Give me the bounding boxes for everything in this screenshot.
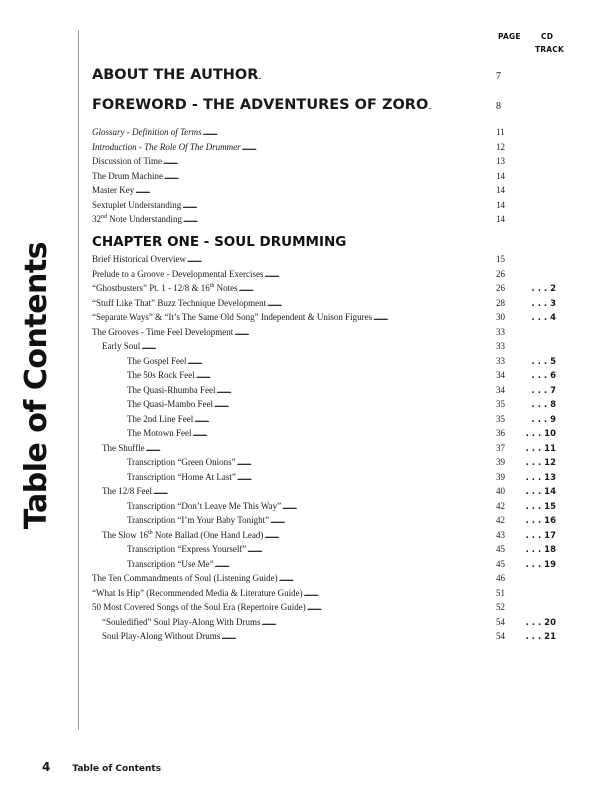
entry-cd-track: . . . 20 <box>525 617 556 628</box>
entry-page: 12 <box>496 141 505 152</box>
entry-title-text: The Quasi-Rhumba Feel <box>127 384 216 395</box>
dot-leader <box>221 630 495 642</box>
entry-page: 54 <box>496 631 505 641</box>
entry-title-superscript: th <box>209 283 215 289</box>
entry-title <box>92 558 214 570</box>
entry-title-text: Transcription “Express Yourself” <box>127 544 247 554</box>
entry-page: 14 <box>496 185 505 195</box>
side-title <box>7 241 67 529</box>
dot-leader <box>237 471 495 483</box>
entry-title-text: Transcription “I’m Your Baby Tonight” <box>127 515 270 525</box>
entry-title-text: Master Key <box>92 185 135 195</box>
entry-title <box>92 326 233 338</box>
toc-entry[interactable] <box>92 199 556 211</box>
entry-title-text: Transcription “Use Me” <box>127 558 214 569</box>
entry-page: 28 <box>496 297 505 308</box>
entry-page: 45 <box>496 544 505 554</box>
entry-title-text: “What Is Hip” (Recommended Media & Literature Guide) <box>92 587 303 598</box>
dot-leader <box>237 456 495 468</box>
entry-title-text: The 50s Rock Feel <box>127 370 195 380</box>
footer-label: Table of Contents <box>72 764 162 774</box>
toc-entry-about-author[interactable] <box>92 66 556 86</box>
entry-title-text: The Motown Feel <box>127 428 192 438</box>
toc-entry[interactable] <box>92 543 556 556</box>
entry-page: 8 <box>496 101 501 112</box>
dot-leader <box>304 587 495 599</box>
entry-page: 15 <box>496 254 505 264</box>
dot-leader <box>153 485 495 497</box>
entry-title <box>92 500 281 512</box>
toc-entry[interactable] <box>92 355 556 368</box>
entry-title-text: The Quasi-Mambo Feel <box>127 399 213 409</box>
dot-leader <box>307 601 495 613</box>
entry-title <box>92 529 263 541</box>
entry-title-text: The Ten Commandments of Soul (Listening Guide) <box>92 573 278 583</box>
entry-cd-track: . . . 3 <box>531 298 556 309</box>
dot-leader <box>259 66 495 86</box>
track-column-header: TRACK <box>535 45 565 54</box>
entry-cd-track: . . . 19 <box>525 559 556 570</box>
entry-page: 36 <box>496 428 505 438</box>
entry-cd-track: . . . 5 <box>531 356 556 367</box>
entry-title <box>92 514 269 526</box>
entry-page: 40 <box>496 486 505 496</box>
entry-page: 35 <box>496 399 505 409</box>
entry-title-text: 32 <box>92 214 101 224</box>
dot-leader <box>429 96 495 116</box>
entry-title <box>92 155 162 167</box>
entry-title-rest: Notes <box>214 283 238 293</box>
toc-entry[interactable] <box>92 170 556 182</box>
entry-cd-track: . . . 14 <box>525 487 556 497</box>
entry-title <box>92 282 238 294</box>
dot-leader <box>141 340 495 352</box>
entry-page: 42 <box>496 515 505 525</box>
entry-title-text: “Souledified” Soul Play-Along With Drums <box>102 616 261 627</box>
entry-title <box>92 572 278 584</box>
dot-leader <box>194 413 495 425</box>
dot-leader <box>264 268 495 280</box>
entry-title <box>92 199 181 211</box>
entry-page: 52 <box>496 602 505 612</box>
entry-title-text: Transcription “Home At Last” <box>127 471 236 482</box>
toc-entry[interactable] <box>92 340 556 352</box>
dot-leader <box>146 442 495 454</box>
entry-page: 26 <box>496 283 505 293</box>
toc-entry-foreword[interactable] <box>92 96 556 116</box>
dot-leader <box>261 616 495 628</box>
entry-page: 39 <box>496 457 505 467</box>
entry-title-text: “Ghostbusters” Pt. 1 - 12/8 & 16 <box>92 283 210 293</box>
dot-leader <box>187 253 495 265</box>
entry-page: 45 <box>496 558 505 569</box>
entry-page: 54 <box>496 616 505 627</box>
entry-page: 51 <box>496 587 505 598</box>
toc-entry[interactable] <box>92 601 556 613</box>
entry-title <box>92 442 145 454</box>
entry-page: 30 <box>496 312 505 322</box>
entry-title <box>92 126 202 138</box>
entry-page: 13 <box>496 156 505 166</box>
entry-title-text: The Grooves - Time Feel Development <box>92 326 234 337</box>
toc-entry[interactable] <box>92 155 556 167</box>
dot-leader <box>183 213 495 225</box>
dot-leader <box>135 184 495 196</box>
entry-cd-track: . . . 2 <box>531 284 556 294</box>
entry-title <box>92 384 215 396</box>
toc-entry[interactable] <box>92 184 556 196</box>
toc-entry[interactable] <box>92 616 556 629</box>
toc-entry[interactable] <box>92 253 556 265</box>
entry-cd-track: . . . 17 <box>525 530 556 541</box>
entry-title-text: The Slow 16 <box>102 529 148 540</box>
entry-title <box>92 471 236 483</box>
entry-page: 33 <box>496 341 505 351</box>
dot-leader <box>247 543 495 555</box>
toc-entry[interactable] <box>92 369 556 382</box>
entry-title-text: “Separate Ways” & “It’s The Same Old Song” Independent & Unison Figures <box>92 312 373 322</box>
dot-leader <box>182 199 495 211</box>
entry-cd-track: . . . 10 <box>525 429 556 439</box>
toc-entry[interactable] <box>92 268 556 280</box>
entry-title-text: Brief Historical Overview <box>92 254 186 264</box>
entry-title <box>92 268 263 280</box>
entry-page: 35 <box>496 413 505 424</box>
toc-entry[interactable] <box>92 427 556 440</box>
dot-leader <box>264 529 495 541</box>
dot-leader <box>234 326 495 338</box>
page-footer <box>42 760 161 774</box>
entry-cd-track: . . . 12 <box>525 458 556 468</box>
dot-leader <box>214 398 495 410</box>
vertical-rule <box>78 30 79 730</box>
entry-title-text: Sextuplet Understanding <box>92 199 182 210</box>
entry-title <box>92 398 213 410</box>
toc-entry[interactable] <box>92 413 556 426</box>
dot-leader <box>282 500 495 512</box>
entry-cd-track: . . . 8 <box>531 400 556 410</box>
page-column-header: PAGE <box>498 32 521 41</box>
entry-title-text: Discussion of Time <box>92 156 163 166</box>
toc-entry[interactable] <box>92 126 556 138</box>
entry-page: 39 <box>496 471 505 482</box>
entry-title <box>92 297 266 309</box>
entry-title <box>92 213 182 225</box>
entry-page: 34 <box>496 384 505 395</box>
entry-page: 14 <box>496 199 505 210</box>
dot-leader <box>163 155 495 167</box>
entry-title-text: The Shuffle <box>102 442 145 453</box>
entry-title: FOREWORD - THE ADVENTURES OF ZORO <box>92 97 429 113</box>
entry-title: ABOUT THE AUTHOR <box>92 67 259 83</box>
entry-cd-track: . . . 9 <box>531 414 556 425</box>
toc-entry[interactable] <box>92 141 556 153</box>
entry-title-superscript: th <box>148 529 153 536</box>
entry-cd-track: . . . 7 <box>531 385 556 396</box>
entry-page: 33 <box>496 355 505 366</box>
entry-title-text: Transcription “Green Onions” <box>127 457 236 467</box>
entry-title <box>92 253 186 265</box>
entry-title-text: The 2nd Line Feel <box>127 413 194 424</box>
dot-leader <box>193 427 496 439</box>
dot-leader <box>239 282 495 294</box>
entry-title <box>92 311 372 323</box>
entry-page: 11 <box>496 127 505 137</box>
entry-title-text: Soul Play-Along Without Drums <box>102 631 221 641</box>
cd-column-header: CD <box>541 32 554 41</box>
entry-title <box>92 184 134 196</box>
side-title-text: Table of Contents <box>19 241 55 529</box>
entry-page: 34 <box>496 370 505 380</box>
dot-leader <box>267 297 495 309</box>
toc-entry[interactable] <box>92 326 556 338</box>
entry-title <box>92 355 186 367</box>
toc-entry[interactable] <box>92 297 556 310</box>
entry-title <box>92 170 163 182</box>
entry-title <box>92 427 192 439</box>
entry-title-text: The Gospel Feel <box>127 355 187 366</box>
entry-page: 46 <box>496 573 505 583</box>
toc-entry[interactable] <box>92 529 556 542</box>
entry-title-text: The Drum Machine <box>92 170 163 181</box>
toc-entry[interactable] <box>92 514 556 527</box>
toc-entry[interactable] <box>92 384 556 397</box>
entry-title <box>92 630 220 642</box>
toc-entry[interactable] <box>92 500 556 513</box>
toc-entry[interactable] <box>92 471 556 484</box>
entry-title <box>92 340 140 352</box>
dot-leader <box>164 170 495 182</box>
entry-title-text: Glossary - Definition of Terms <box>92 127 202 137</box>
entry-cd-track: . . . 6 <box>531 371 556 381</box>
dot-leader <box>215 558 495 570</box>
entry-title <box>92 616 260 628</box>
entry-title-superscript: nd <box>101 214 107 220</box>
footer-page-number: 4 <box>42 760 51 774</box>
dot-leader <box>373 311 495 323</box>
toc-entry[interactable] <box>92 213 556 225</box>
toc-entry[interactable] <box>92 572 556 584</box>
entry-page: 37 <box>496 442 505 453</box>
toc-entry[interactable] <box>92 282 556 295</box>
entry-page: 43 <box>496 529 505 540</box>
entry-cd-track: . . . 16 <box>525 516 556 526</box>
entry-cd-track: . . . 4 <box>531 313 556 323</box>
entry-title <box>92 485 152 497</box>
toc-entry[interactable] <box>92 485 556 498</box>
entry-cd-track: . . . 18 <box>525 545 556 555</box>
entry-title-text: Prelude to a Groove - Developmental Exercises <box>92 268 264 279</box>
entry-title <box>92 369 195 381</box>
entry-title <box>92 413 193 425</box>
dot-leader <box>203 126 495 138</box>
entry-title-text: Transcription “Don’t Leave Me This Way” <box>127 500 282 511</box>
entry-title <box>92 456 236 468</box>
toc-entry[interactable] <box>92 442 556 455</box>
entry-title-text: Early Soul <box>102 341 141 351</box>
entry-title <box>92 141 241 153</box>
entry-title <box>92 601 306 613</box>
dot-leader <box>270 514 495 526</box>
entry-page: 42 <box>496 500 505 511</box>
dot-leader <box>216 384 495 396</box>
entry-cd-track: . . . 15 <box>525 501 556 512</box>
toc-entry[interactable] <box>92 587 556 599</box>
entry-title-text: 50 Most Covered Songs of the Soul Era (Repertoire Guide) <box>92 602 306 612</box>
entry-page: 33 <box>496 326 505 337</box>
dot-leader <box>279 572 495 584</box>
dot-leader <box>187 355 495 367</box>
entry-cd-track: . . . 21 <box>525 632 556 642</box>
entry-title-text: The 12/8 Feel <box>102 486 152 496</box>
dot-leader <box>196 369 495 381</box>
chapter-one-title: CHAPTER ONE - SOUL DRUMMING <box>92 234 347 250</box>
toc-entry[interactable] <box>92 311 556 324</box>
entry-cd-track: . . . 11 <box>525 443 556 454</box>
toc-entry[interactable] <box>92 456 556 469</box>
entry-title <box>92 543 246 555</box>
entry-title-text: Introduction - The Role Of The Drummer <box>92 141 241 152</box>
entry-page: 26 <box>496 268 505 279</box>
dot-leader <box>242 141 495 153</box>
entry-title-rest: Note Ballad (One Hand Lead) <box>152 529 264 540</box>
entry-title-text: “Stuff Like That” Buzz Technique Development <box>92 297 267 308</box>
entry-cd-track: . . . 13 <box>525 472 556 483</box>
toc-entry[interactable] <box>92 630 556 643</box>
entry-page: 14 <box>496 214 505 224</box>
entry-title-rest: Note Understanding <box>107 214 182 224</box>
entry-title <box>92 587 303 599</box>
entry-page: 7 <box>496 71 501 82</box>
toc-entry[interactable] <box>92 558 556 571</box>
entry-page: 14 <box>496 170 505 181</box>
toc-entry[interactable] <box>92 398 556 411</box>
